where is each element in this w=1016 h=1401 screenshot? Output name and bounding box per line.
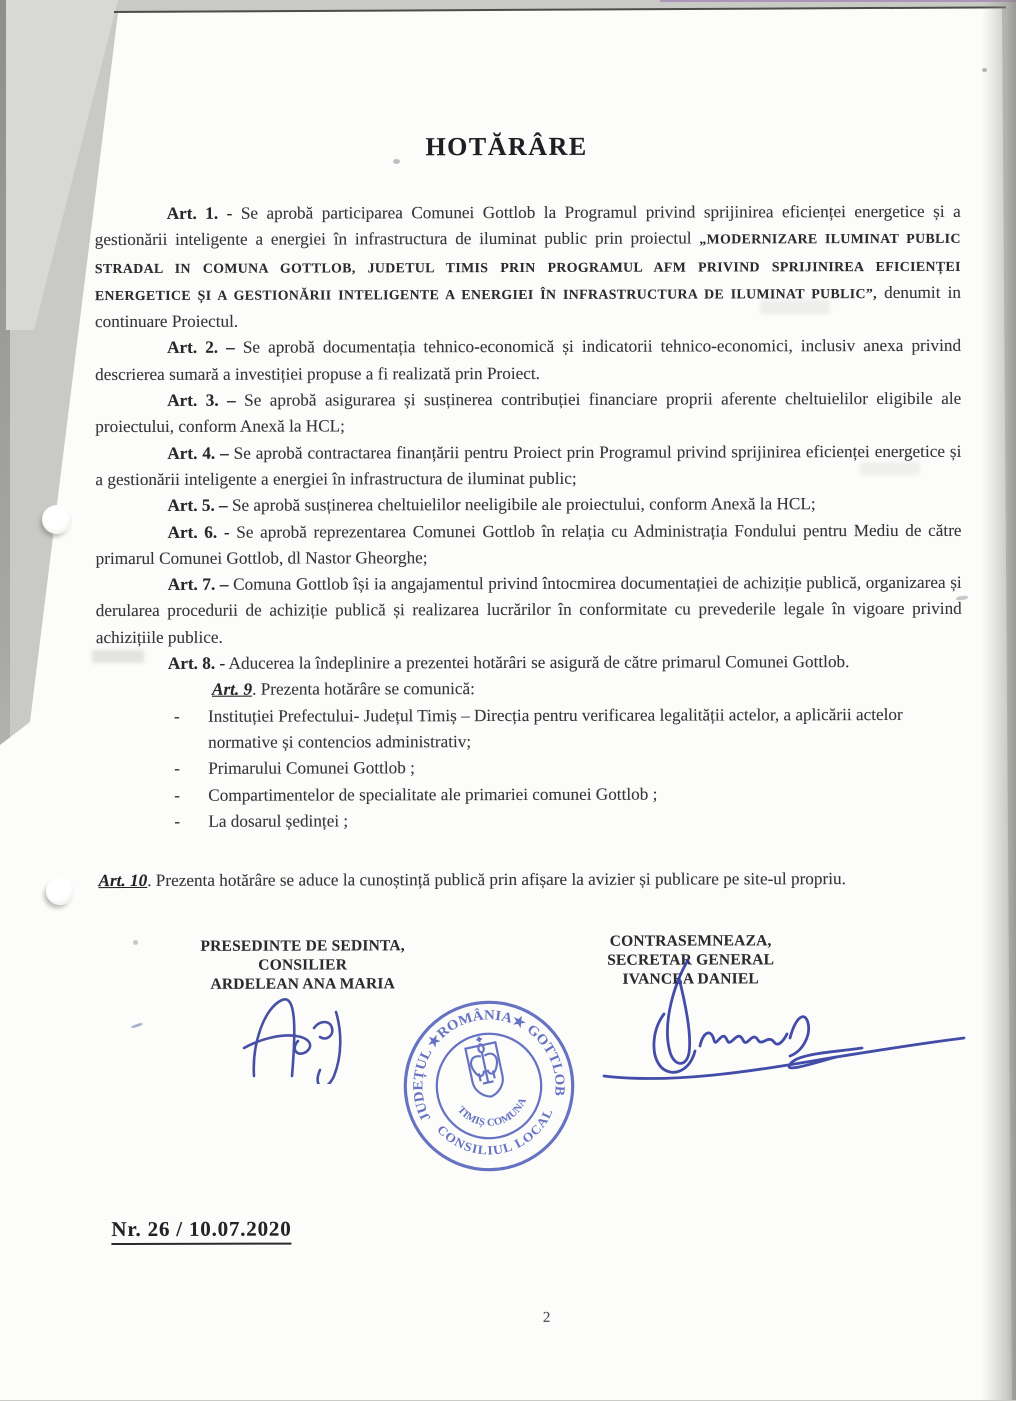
president-role: CONSILIER — [258, 956, 348, 974]
council-round-stamp — [399, 996, 579, 1176]
decision-number: Nr. 26 / 10.07.2020 — [111, 1217, 291, 1245]
svg-text:TIMIȘ COMUNA — [454, 1091, 534, 1136]
list-dash: - — [174, 759, 180, 779]
article-5-text: Se aprobă susținerea cheltuielilor neeligibile ale proiectului, conform Anexă la HCL; — [231, 494, 816, 515]
article-8 — [96, 649, 962, 678]
article-3 — [95, 386, 961, 441]
article-8-text: Aducerea la îndeplinire a prezentei hotărâri se asigură de către primarul Comunei Gottlob. — [228, 652, 850, 673]
article-1-text: Se aprobă participarea Comunei Gottlob la Programul privind sprijinirea eficienței energetice și a gestionării inteligente a energiei în infrastructura de iluminat public prin proiectul — [94, 201, 961, 250]
article-2 — [95, 333, 961, 388]
article-3-label: Art. 3. – — [167, 390, 236, 410]
article-7-text: Comuna Gottlob își ia angajamentul privind întocmirea documentației de achiziție publică, organizarea și derularea procedurii de achiziție publică și realizarea lucrărilor în conformitate cu prevederile legale în vigoare privind achizițiile publice. — [95, 572, 962, 647]
president-title: PRESEDINTE DE SEDINTA, — [200, 937, 405, 955]
article-9-label: Art. 9 — [211, 680, 253, 700]
article-6-text: Se aprobă reprezentarea Comunei Gottlob în relația cu Administrația Fondului pentru Mediu de către primarul Comunei Gottlob, dl Nastor Gheorghe; — [95, 520, 962, 568]
list-item-text: Compartimentelor de specialitate ale primariei comunei Gottlob ; — [208, 784, 658, 805]
article-5-label: Art. 5. – — [167, 495, 228, 516]
article-6-label: Art. 6. - — [167, 522, 230, 542]
article-2-text: Se aprobă documentația tehnico-economică și indicatorii tehnico-economici, inclusiv anexa privind descrierea sumară a investiției propuse a fi realizată prin Proiect. — [95, 336, 962, 384]
page-number: 2 — [542, 1309, 551, 1326]
article-9 — [96, 675, 962, 704]
list-item-text: Primarului Comunei Gottlob ; — [208, 758, 415, 779]
secretary-handwritten-signature — [600, 956, 970, 1096]
article-10 — [98, 866, 966, 894]
stamp-top-arc-text: JUDEȚUL ★ROMÂNIA★ GOTTLOB — [411, 1008, 567, 1124]
secretary-role: SECRETAR GENERAL — [607, 951, 775, 969]
stamp-bottom-arc-text: CONSILIUL LOCAL — [434, 1106, 556, 1158]
article-3-text: Se aprobă asigurarea și susținerea contribuției financiare proprii aferente cheltuielilor eligibile ale proiectului, conform Anexă la HCL; — [95, 388, 962, 437]
article-7 — [96, 570, 962, 651]
list-item — [174, 701, 962, 756]
article-1-project-name: „MODERNIZARE ILUMINAT PUBLIC STRADAL IN COMUNA GOTTLOB, JUDETUL TIMIS PRIN PROGRAMUL AFM PRIVIND SPRIJINIREA EFICIENȚEI ENERGETICE ȘI A GESTIONĂRII INTELIGENTE A ENERGIEI ÎN INFRASTRUCTURA DE ILUMINAT PUBLIC”, — [94, 231, 961, 303]
article-1-label: Art. 1. - — [166, 203, 233, 223]
article-5 — [95, 491, 961, 520]
article-9-text: . Prezenta hotărâre se comunică: — [252, 679, 475, 700]
list-item — [174, 780, 962, 808]
article-7-label: Art. 7. – — [167, 574, 229, 595]
secretary-name: IVANCEA DANIEL — [622, 970, 759, 988]
list-dash: - — [174, 785, 181, 805]
article-1 — [95, 199, 961, 336]
article-2-label: Art. 2. – — [167, 338, 235, 358]
article-10-label: Art. 10 — [98, 871, 148, 891]
coat-of-arms-icon — [464, 1034, 507, 1100]
list-dash: - — [174, 706, 180, 726]
countersign-title: CONTRASEMNEAZA, — [609, 932, 772, 950]
document-body — [95, 199, 963, 835]
article-9-list — [174, 701, 962, 835]
article-10-text: . Prezenta hotărâre se aduce la cunoștință publică prin afișare la avizier și publicare pe site-ul propriu. — [147, 869, 846, 891]
list-item-text: Instituției Prefectului- Județul Timiș – Direcția pentru verificarea legalității actelor, a aplicării actelor normative și contencios administrativ; — [208, 704, 903, 752]
document-title: HOTĂRÂRE — [425, 131, 588, 162]
list-item-text: La dosarul ședinței ; — [208, 811, 349, 831]
president-name: ARDELEAN ANA MARIA — [210, 975, 395, 993]
list-item — [174, 754, 962, 782]
article-8-label: Art. 8. - — [167, 653, 226, 673]
svg-text:CONSILIUL LOCAL — [433, 1099, 563, 1169]
list-dash: - — [174, 811, 181, 831]
article-4-label: Art. 4. – — [167, 443, 229, 463]
article-4-text: Se aprobă contractarea finanțării pentru Proiect prin Programul privind sprijinirea eficienței energetice și a gestionării inteligente a energiei în infrastructura de iluminat public; — [95, 441, 962, 490]
article-6 — [96, 517, 962, 572]
list-item — [174, 807, 962, 835]
stamp-inner-arc-text: TIMIȘ COMUNA — [454, 1096, 529, 1129]
article-4 — [95, 438, 961, 493]
president-handwritten-signature — [238, 984, 358, 1084]
scan-edge-shadow — [982, 0, 1016, 1400]
article-1-text-after: denumit in continuare Proiectul. — [94, 282, 961, 332]
